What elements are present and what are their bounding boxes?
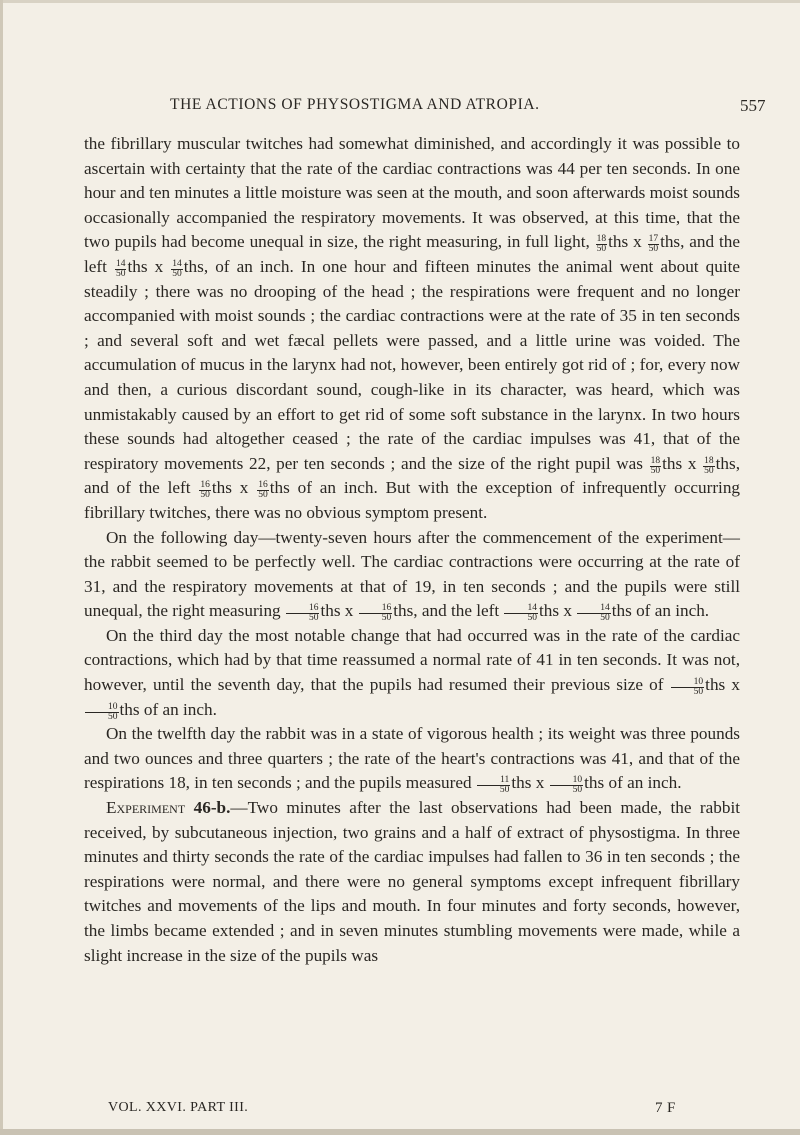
fraction-denominator: 50 — [648, 244, 659, 255]
fraction-denominator: 50 — [600, 613, 610, 624]
fraction — [596, 235, 608, 254]
fraction-numerator: 18 — [596, 234, 607, 245]
experiment-label: Experiment — [106, 798, 186, 818]
fraction — [550, 776, 584, 795]
paragraph — [84, 526, 740, 624]
text-run: ths x — [662, 453, 703, 473]
fraction — [257, 481, 269, 500]
fraction-denominator: 50 — [108, 711, 118, 722]
signature-mark: 7 F — [655, 1100, 676, 1116]
text-run: —Two minutes after the last observations had been made, the rabbit received, by subcutaneous injection, two grains and a half of extract of physostigma. In three minutes and thirty seconds the rate of the cardiac impulses had fallen to 36 in ten seconds ; the respirations were normal, and there were no general symptoms except infrequent fibrillary twitches and movements of the lips and mouth. In four minutes and forty seconds, however, the limbs became extended ; and in seven minutes stumbling movements were made, while a slight increase in the size of the pupils was — [84, 798, 740, 965]
paragraph — [84, 796, 740, 968]
text-run: ths, and of the left — [84, 453, 740, 498]
fraction-denominator: 50 — [381, 613, 392, 624]
fraction — [359, 604, 393, 623]
fraction — [199, 481, 211, 500]
text-run: ths of an inch. — [584, 773, 682, 793]
page-left-edge — [0, 0, 3, 1135]
fraction-numerator: 16 — [200, 480, 210, 491]
fraction-numerator: 10 — [85, 703, 119, 713]
fraction-denominator: 50 — [200, 490, 210, 501]
text-run: On the twelfth day the rabbit was in a state of vigorous health ; its weight was three pounds and two ounces and three quarters ; the rate of the heart's contractions was 41, and that of the respirations 18, in ten seconds ; and the pupils measured — [84, 724, 740, 793]
experiment-number: 46-b. — [193, 798, 231, 818]
page-top-edge — [0, 0, 800, 3]
body-text — [84, 132, 740, 968]
text-run: ths x — [211, 478, 257, 498]
text-run: ths x — [608, 232, 647, 252]
text-run — [185, 798, 193, 817]
fraction-numerator: 11 — [477, 776, 511, 786]
text-run: ths x — [320, 601, 358, 621]
fraction-numerator: 14 — [504, 604, 538, 614]
running-head: THE ACTIONS OF PHYSOSTIGMA AND ATROPIA. — [170, 96, 540, 113]
fraction-numerator: 10 — [671, 678, 705, 688]
fraction-denominator: 50 — [650, 465, 661, 476]
fraction-denominator: 50 — [704, 465, 714, 476]
fraction — [577, 604, 611, 623]
fraction-numerator: 16 — [286, 604, 320, 614]
fraction-denominator: 50 — [308, 613, 319, 624]
paragraph — [84, 132, 740, 526]
text-run: ths of an inch. — [119, 699, 217, 719]
fraction-numerator: 18 — [650, 455, 661, 466]
fraction-denominator: 50 — [693, 687, 704, 698]
text-run: ths x — [127, 256, 171, 276]
volume-line: VOL. XXVI. PART III. — [108, 1100, 249, 1115]
fraction — [650, 457, 662, 476]
fraction-denominator: 50 — [596, 244, 607, 255]
fraction — [504, 604, 538, 623]
fraction-denominator: 50 — [258, 490, 268, 501]
fraction — [171, 260, 183, 279]
fraction-numerator: 10 — [550, 776, 584, 786]
text-run: ths x — [705, 675, 740, 695]
fraction — [286, 604, 320, 623]
text-run: ths x — [511, 773, 549, 793]
fraction-numerator: 16 — [359, 604, 393, 614]
text-run: ths x — [538, 601, 577, 621]
fraction-denominator: 50 — [115, 268, 126, 279]
text-run: ths, and the left — [393, 601, 504, 621]
fraction-denominator: 50 — [172, 268, 182, 279]
fraction-denominator: 50 — [499, 785, 510, 796]
page-bottom-edge — [0, 1129, 800, 1135]
text-run: ths, of an inch. In one hour and fifteen minutes the animal went about quite steadily ; there was no drooping of the head ; the respirations were frequent and no longer accompanied with moist sounds ; the cardiac contractions were at the rate of 35 in ten seconds ; and several soft and wet fæcal pellets were passed, and a little urine was voided. The accumulation of mucus in the larynx had not, however, been entirely got rid of ; for, every now and then, a curious discordant sound, cough-like in its character, was heard, which was unmistakably caused by an effort to get rid of some soft substance in the larynx. In two hours these sounds had altogether ceased ; the rate of the cardiac impulses was 41, that of the respiratory movements 22, per ten seconds ; and the size of the right pupil was — [84, 256, 740, 473]
text-run: ths, and the left — [84, 232, 740, 276]
text-run: the fibrillary muscular twitches had somewhat diminished, and accordingly it was possible to ascertain with certainty that the rate of the cardiac contractions was 44 per ten seconds. In one hour and ten minutes a little moisture was seen at the mouth, and soon afterwards moist sounds occasionally accompanied the respiratory movements. It was observed, at this time, that the two pupils had become unequal in size, the right measuring, in full light, — [84, 134, 740, 252]
text-run: On the third day the most notable change that had occurred was in the rate of the cardiac contractions, which had by that time reassumed a normal rate of 41 in ten seconds. It was not, however, until the seventh day, that the pupils had resumed their previous size of — [84, 625, 740, 695]
fraction — [703, 457, 715, 476]
text-run: On the following day—twenty-seven hours after the commencement of the experiment—the rabbit seemed to be perfectly well. The cardiac contractions were occurring at the rate of 31, and the respiratory movements at that of 19, in ten seconds ; and the pupils were still unequal, the right measuring — [84, 527, 740, 621]
fraction-numerator: 16 — [258, 480, 268, 491]
text-run: ths of an inch. But with the exception of infrequently occurring fibrillary twitches, there was no obvious symptom present. — [84, 478, 741, 522]
paragraph — [84, 722, 740, 796]
fraction-numerator: 17 — [648, 234, 659, 245]
fraction-numerator: 18 — [704, 455, 714, 466]
fraction — [671, 678, 705, 697]
fraction — [477, 776, 511, 795]
fraction — [115, 260, 127, 279]
paragraph — [84, 624, 740, 722]
text-run: ths of an inch. — [611, 601, 710, 621]
fraction-denominator: 50 — [527, 613, 537, 624]
page-number: 557 — [740, 96, 766, 115]
fraction-numerator: 14 — [172, 258, 182, 269]
fraction — [648, 235, 660, 254]
fraction-numerator: 14 — [577, 604, 611, 614]
fraction-denominator: 50 — [572, 785, 583, 796]
fraction — [85, 703, 119, 722]
fraction-numerator: 14 — [115, 258, 126, 269]
